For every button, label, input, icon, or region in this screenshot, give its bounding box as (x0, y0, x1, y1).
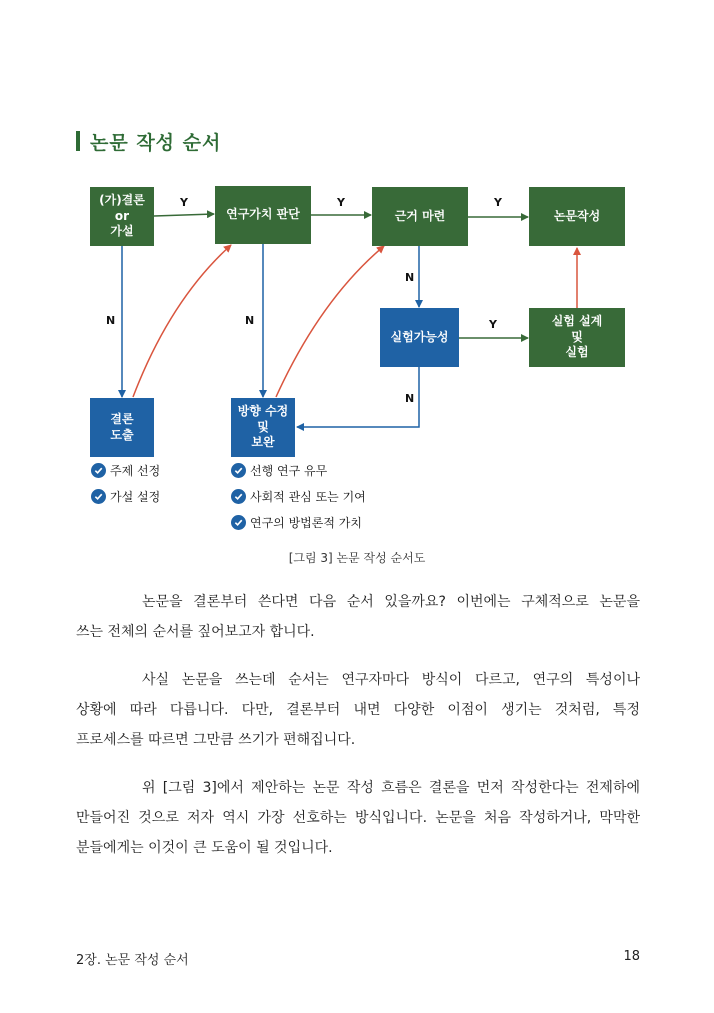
label-y-2: Y (337, 196, 345, 209)
paragraph-line: 사실 논문을 쓰는데 순서는 연구자마다 방식이 다르고, 연구의 특성이나 (142, 672, 640, 688)
arrow-feasibility-to-direction (297, 367, 419, 427)
figure-caption: [그림 3] 논문 작성 순서도 (288, 551, 426, 565)
box-hypothesis: (가)결론 or 가설 (90, 187, 154, 246)
checklist-left-item: 주제 선정 (91, 461, 160, 479)
paragraph-line: 프로세스를 따르면 그만큼 쓰기가 편해집니다. (76, 732, 356, 748)
paragraph-line: 쓰는 전체의 순서를 짚어보고자 합니다. (76, 624, 315, 640)
section-title (76, 128, 221, 154)
arrow-direction-to-evidence (276, 246, 384, 397)
check-circle-icon (231, 463, 246, 478)
check-circle-icon (91, 463, 106, 478)
paragraph-line: 분들에게는 이것이 큰 도움이 될 것입니다. (76, 840, 333, 856)
checklist-right-item: 연구의 방법론적 가치 (231, 513, 362, 531)
label-n-2: N (245, 314, 255, 327)
box-conclusion: 결론 도출 (90, 398, 154, 457)
label-n-3: N (405, 271, 415, 284)
box-feasibility: 실험가능성 (380, 308, 459, 367)
paragraph-line: 상황에 따라 다릅니다. 다만, 결론부터 내면 다양한 이점이 생기는 것처럼, 특정 (76, 702, 640, 718)
arrow-conclusion-to-value (133, 245, 231, 397)
paragraph-line: 만들어진 것으로 저자 역시 가장 선호하는 방식입니다. 논문을 처음 작성하거나, 막막한 (76, 810, 640, 826)
label-y-3: Y (494, 196, 502, 209)
check-circle-icon (231, 489, 246, 504)
box-evidence: 근거 마련 (372, 187, 468, 246)
check-circle-icon (91, 489, 106, 504)
checklist-right-item: 선행 연구 유무 (231, 461, 327, 479)
label-n-1: N (106, 314, 116, 327)
paragraph-line: 논문을 결론부터 쓴다면 다음 순서 있을까요? 이번에는 구체적으로 논문을 (142, 594, 640, 610)
arrow-hypothesis-to-value (154, 214, 214, 216)
paragraph-line: 위 [그림 3]에서 제안하는 논문 작성 흐름은 결론을 먼저 작성한다는 전제하에 (142, 780, 640, 796)
footer-chapter: 2장. 논문 작성 순서 (76, 953, 189, 968)
box-research-value: 연구가치 판단 (215, 186, 311, 244)
paragraph-3 (76, 773, 640, 863)
page-number: 18 (623, 949, 640, 964)
label-y-1: Y (180, 196, 188, 209)
check-circle-icon (231, 515, 246, 530)
section-title-bar (76, 131, 80, 151)
box-direction: 방향 수정 및 보완 (231, 398, 295, 457)
label-n-4: N (405, 392, 415, 405)
section-title-text: 논문 작성 순서 (90, 131, 222, 154)
paragraph-2 (76, 665, 640, 755)
checklist-right-item: 사회적 관심 또는 기여 (231, 487, 366, 505)
label-y-4: Y (489, 318, 497, 331)
paragraph-1 (76, 587, 640, 647)
checklist-left-item: 가설 설정 (91, 487, 160, 505)
box-experiment-design: 실험 설계 및 실험 (529, 308, 625, 367)
box-writing: 논문작성 (529, 187, 625, 246)
